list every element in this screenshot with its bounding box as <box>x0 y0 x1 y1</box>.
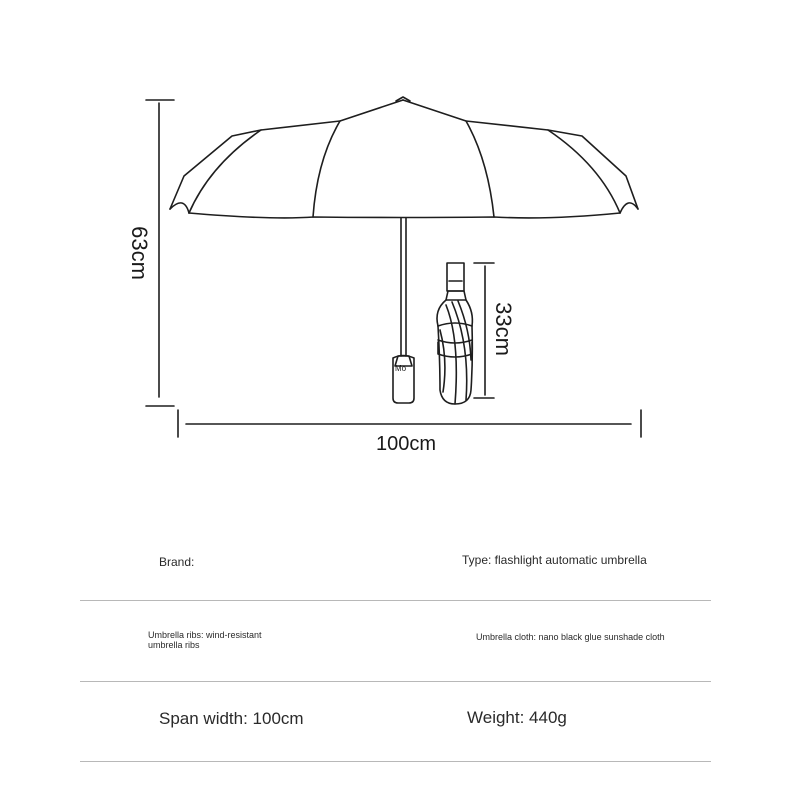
ribs-label-line-2: umbrella ribs <box>148 640 200 650</box>
divider-1 <box>80 600 711 601</box>
weight-label: Weight: 440g <box>467 708 567 727</box>
divider-3 <box>80 761 711 762</box>
divider-2 <box>80 681 711 682</box>
open-umbrella-shaft <box>395 218 412 366</box>
type-label: Type: flashlight automatic umbrella <box>462 553 647 567</box>
folded-umbrella <box>437 263 472 404</box>
folded-height-label: 33cm <box>491 302 516 356</box>
open-umbrella-canopy <box>170 97 638 218</box>
span-width-label: Span width: 100cm <box>159 709 304 728</box>
ribs-label-line-1: Umbrella ribs: wind-resistant <box>148 630 262 640</box>
folded-height-dimension-line <box>474 263 494 398</box>
handle-logo-text: Mo <box>395 364 407 373</box>
span-label: 100cm <box>375 433 437 455</box>
cloth-label: Umbrella cloth: nano black glue sunshade cloth <box>476 632 665 642</box>
brand-label: Brand: <box>159 555 195 569</box>
ribs-label <box>148 630 262 650</box>
height-label: 63cm <box>127 226 152 280</box>
